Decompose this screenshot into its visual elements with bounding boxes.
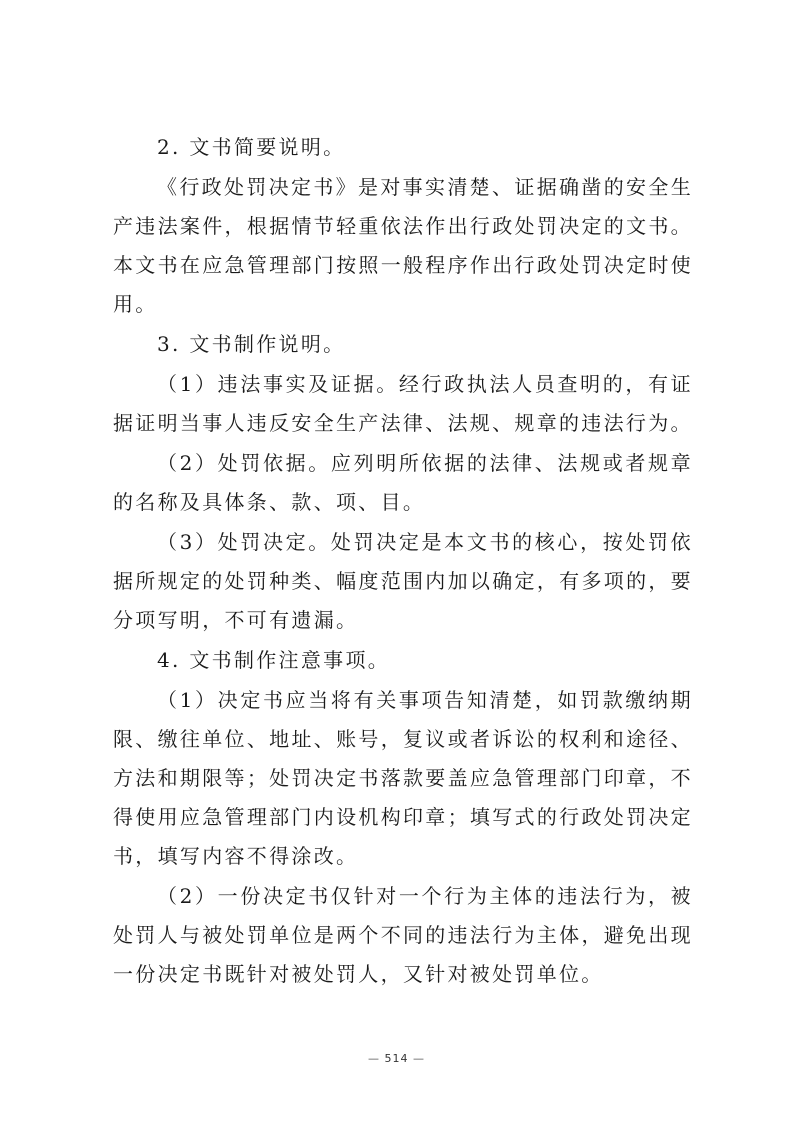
page-footer (0, 1052, 793, 1065)
paragraph-section-4-heading: 4. 文书制作注意事项。 (157, 648, 391, 672)
footer-dash-left: — (368, 1052, 380, 1065)
paragraph-section-3-heading: 3. 文书制作说明。 (157, 332, 346, 356)
paragraph-penalty-decision: （3）处罚决定。处罚决定是本文书的核心，按处罚依据所规定的处罚种类、幅度范围内加以确定，有多项的，要分项写明，不可有遗漏。 (113, 530, 693, 632)
paragraph-single-subject: （2）一份决定书仅针对一个行为主体的违法行为，被处罚人与被处罚单位是两个不同的违法行为主体，避免出现一份决定书既针对被处罚人，又针对被处罚单位。 (113, 884, 693, 986)
paragraph-violation-facts: （1）违法事实及证据。经行政执法人员查明的，有证据证明当事人违反安全生产法律、法规、规章的违法行为。 (113, 372, 693, 435)
paragraph-penalty-basis: （2）处罚依据。应列明所依据的法律、法规或者规章的名称及具体条、款、项、目。 (113, 451, 693, 514)
page-number: 514 (384, 1052, 409, 1065)
paragraph-document-summary: 《行政处罚决定书》是对事实清楚、证据确凿的安全生产违法案件，根据情节轻重依法作出行政处罚决定的文书。本文书在应急管理部门按照一般程序作出行政处罚决定时使用。 (113, 175, 693, 316)
paragraph-notice-items: （1）决定书应当将有关事项告知清楚，如罚款缴纳期限、缴往单位、地址、账号，复议或者诉讼的权利和途径、方法和期限等；处罚决定书落款要盖应急管理部门印章，不得使用应急管理部门内设机构印章；填写式的行政处罚决定书，填写内容不得涂改。 (113, 688, 693, 868)
paragraph-section-2-heading: 2. 文书简要说明。 (157, 135, 346, 159)
footer-dash-right: — (413, 1052, 425, 1065)
document-body (113, 128, 693, 994)
